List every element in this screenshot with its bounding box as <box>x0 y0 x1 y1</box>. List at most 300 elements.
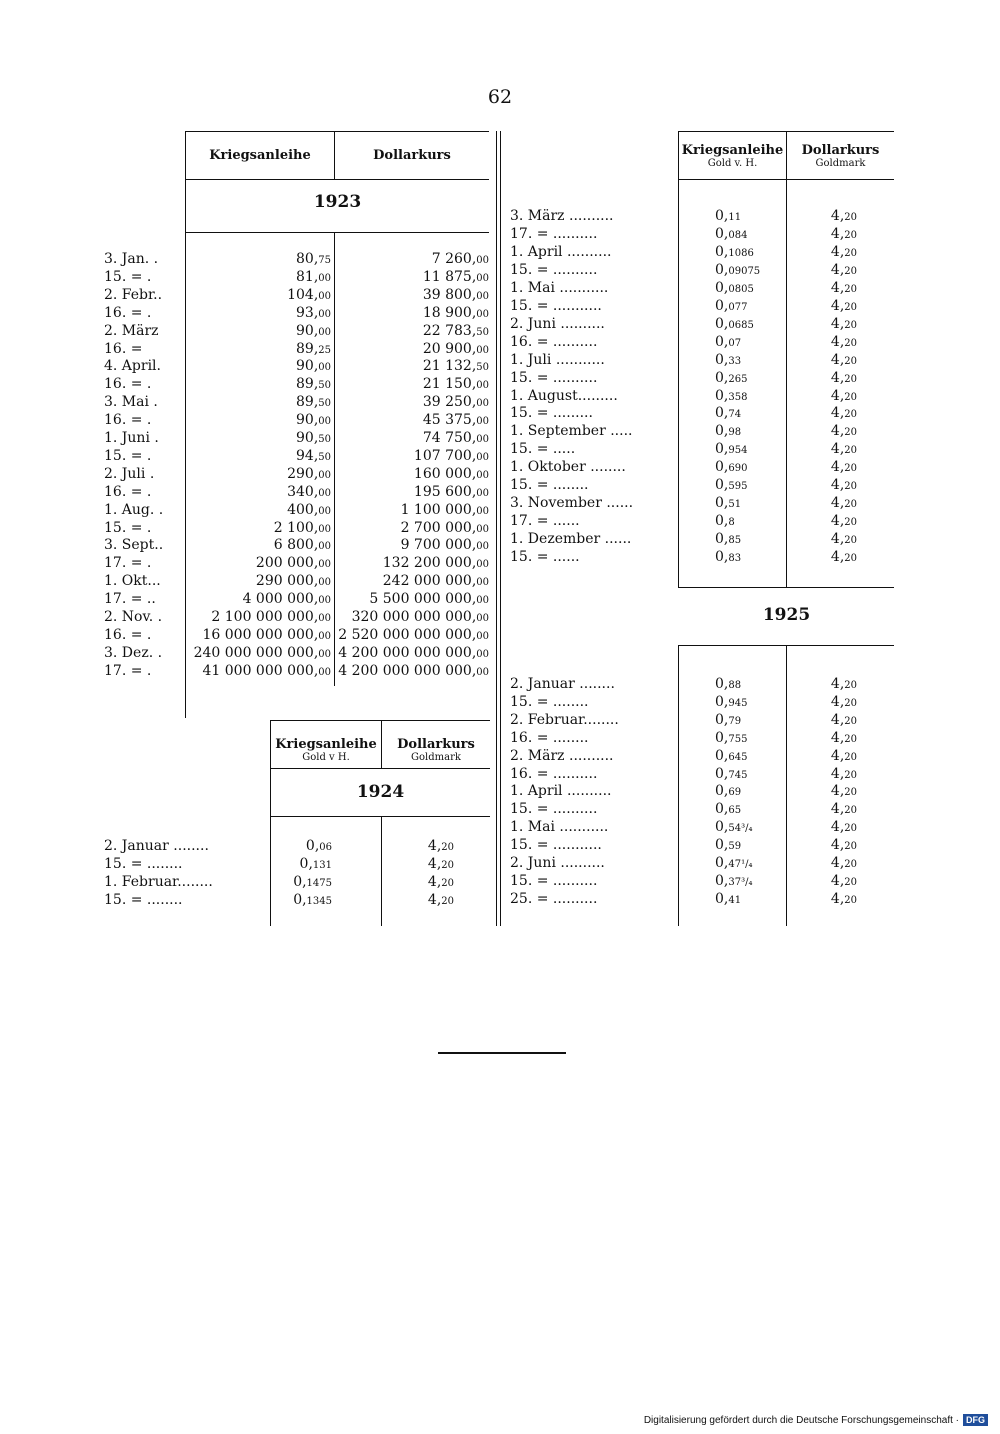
dollarkurs-dec: 20 <box>441 878 454 889</box>
year-heading-1925: 1925 <box>762 605 811 625</box>
row-date-label <box>510 693 670 711</box>
kriegsanleihe-int: 0, <box>715 261 729 278</box>
date-text: 15. = ........ <box>104 892 183 908</box>
kriegsanleihe-dec: 00 <box>318 630 331 642</box>
kriegsanleihe-int: 90, <box>296 358 319 375</box>
dollarkurs-dec: 20 <box>844 247 857 259</box>
dollarkurs-dec: 20 <box>844 553 857 565</box>
dollarkurs-int: 4, <box>830 837 845 854</box>
dollarkurs-int: 4, <box>830 855 845 871</box>
kriegsanleihe-dec: 00 <box>318 648 331 660</box>
date-text: 15. = .......... <box>510 261 598 278</box>
dollarkurs-int: 20 900, <box>422 340 477 357</box>
dollarkurs-dec: 20 <box>844 283 857 295</box>
dollarkurs-int: 195 600, <box>413 483 477 500</box>
table-right-header-rule <box>678 179 894 180</box>
table-row <box>0 440 1000 458</box>
dollarkurs-int: 4, <box>830 261 845 278</box>
table-row <box>0 315 1000 333</box>
date-text: 4. April. <box>104 358 161 375</box>
date-text: 15. = ......... <box>510 405 593 422</box>
row-date-label <box>104 590 182 608</box>
dollarkurs-int: 4, <box>830 459 845 476</box>
date-text: 16. = .......... <box>510 765 598 782</box>
dollarkurs-dec: 20 <box>844 876 857 888</box>
dollarkurs-int: 4, <box>830 387 845 404</box>
year-heading-1923: 1923 <box>313 192 362 212</box>
dollarkurs-dec: 20 <box>844 337 857 349</box>
row-date-label <box>510 765 670 783</box>
kriegsanleihe-dec: 1345 <box>306 896 332 907</box>
kriegsanleihe-int: 0, <box>715 549 729 566</box>
col-header-kriegsanleihe-right-title: Kriegsanleihe <box>681 143 784 158</box>
dollarkurs-dec: 20 <box>844 319 857 331</box>
kriegsanleihe-int: 0, <box>715 711 729 728</box>
col-header-kriegsanleihe-1924a-sub: Gold v H. <box>302 752 350 763</box>
dollarkurs-int: 107 700, <box>413 447 477 464</box>
date-text: 2. Januar ........ <box>510 676 615 692</box>
dollarkurs-dec: 20 <box>844 841 857 853</box>
kriegsanleihe-dec: 1086 <box>728 247 754 259</box>
table-row <box>0 387 1000 405</box>
dollarkurs-dec: 00 <box>476 666 489 678</box>
dollarkurs-int: 4, <box>830 441 845 458</box>
kriegsanleihe-int: 6 800, <box>273 537 319 554</box>
dollarkurs-dec: 20 <box>844 680 857 691</box>
dollarkurs-int: 4, <box>830 765 845 782</box>
date-text: 1. Aug. . <box>104 501 164 518</box>
dollarkurs-int: 4, <box>830 225 845 242</box>
dollarkurs-dec: 20 <box>844 769 857 781</box>
date-text: 3. März .......... <box>510 208 614 224</box>
date-text: 3. Mai . <box>104 394 158 411</box>
table-row <box>0 890 1000 908</box>
kriegsanleihe-int: 81, <box>296 268 319 285</box>
dollarkurs-int: 39 800, <box>422 286 477 303</box>
date-text: 2. Juni .......... <box>510 315 605 332</box>
dollarkurs-int: 320 000 000 000, <box>351 609 477 625</box>
dollarkurs-int: 4, <box>830 333 845 350</box>
date-text: 2. Febr.. <box>104 286 163 303</box>
dollarkurs-dec: 00 <box>476 648 489 660</box>
kriegsanleihe-int: 4 000 000, <box>242 591 319 608</box>
row-date-label <box>510 800 670 818</box>
row-date-label <box>510 261 670 279</box>
date-text: 1. Okt... <box>104 573 161 590</box>
dollarkurs-int: 4, <box>830 549 845 566</box>
dollarkurs-int: 4, <box>830 711 845 728</box>
dollarkurs-int: 2 700 000, <box>400 519 477 536</box>
kriegsanleihe-dec: 00 <box>318 559 331 571</box>
row-date-label <box>510 225 670 243</box>
date-text: 15. = .......... <box>510 872 598 889</box>
kriegsanleihe-dec: 755 <box>728 733 748 745</box>
kriegsanleihe-dec: 50 <box>318 434 331 445</box>
dollarkurs-dec: 20 <box>844 715 857 727</box>
row-date-label <box>104 644 182 662</box>
dollarkurs-dec: 20 <box>844 787 857 799</box>
kriegsanleihe-int: 0, <box>715 477 729 494</box>
dollarkurs-dec: 00 <box>476 272 489 284</box>
date-text: 15. = ........ <box>104 856 183 872</box>
row-date-label <box>510 675 670 693</box>
row-date-label <box>510 818 670 836</box>
dollarkurs-dec: 00 <box>476 505 489 517</box>
kriegsanleihe-int: 0, <box>715 387 729 404</box>
footer-text: Digitalisierung gefördert durch die Deutsche Forschungsgemeinschaft · <box>643 1415 959 1426</box>
col-header-kriegsanleihe-right <box>679 143 786 170</box>
dollarkurs-dec: 00 <box>476 523 489 535</box>
date-text: 1. April .......... <box>510 243 612 260</box>
kriegsanleihe-int: 0, <box>715 225 729 242</box>
kriegsanleihe-int: 0, <box>715 801 729 818</box>
table-row <box>0 836 1000 854</box>
dollarkurs-int: 4, <box>830 208 845 224</box>
dollarkurs-dec: 20 <box>844 212 857 223</box>
kriegsanleihe-dec: 945 <box>728 697 748 709</box>
dollarkurs-dec: 00 <box>476 290 489 302</box>
kriegsanleihe-int: 89, <box>296 376 319 393</box>
date-text: 17. = .......... <box>510 225 598 242</box>
date-text: 1. September ..... <box>510 423 633 440</box>
date-text: 2. März <box>104 322 159 339</box>
page-number: 62 <box>487 86 513 108</box>
dollarkurs-dec: 20 <box>844 697 857 709</box>
kriegsanleihe-dec: 00 <box>318 272 331 284</box>
date-text: 2. März .......... <box>510 747 614 764</box>
dollarkurs-int: 4, <box>830 297 845 314</box>
kriegsanleihe-dec: 37³/₄ <box>728 876 753 888</box>
date-text: 1. April .......... <box>510 783 612 800</box>
dollarkurs-int: 4, <box>830 243 845 260</box>
dollarkurs-int: 4, <box>830 405 845 422</box>
kriegsanleihe-int: 0, <box>715 441 729 458</box>
dollarkurs-int: 4, <box>830 513 845 530</box>
kriegsanleihe-int: 2 100, <box>273 519 319 536</box>
table-row <box>0 800 1000 818</box>
kriegsanleihe-int: 0, <box>715 369 729 386</box>
dollarkurs-dec: 20 <box>844 445 857 457</box>
kriegsanleihe-int: 80, <box>296 251 319 267</box>
kriegsanleihe-dec: 00 <box>318 505 331 517</box>
kriegsanleihe-dec: 954 <box>728 445 748 457</box>
kriegsanleihe-dec: 75 <box>318 255 331 266</box>
dollarkurs-dec: 00 <box>476 541 489 553</box>
dollarkurs-int: 132 200 000, <box>382 555 477 572</box>
kriegsanleihe-int: 0, <box>715 405 729 422</box>
dollarkurs-dec: 00 <box>476 613 489 624</box>
date-text: 16. = <box>104 340 143 357</box>
kriegsanleihe-int: 90, <box>296 322 319 339</box>
dollarkurs-int: 4, <box>427 892 442 908</box>
kriegsanleihe-dec: 00 <box>318 416 331 428</box>
kriegsanleihe-int: 0, <box>715 208 729 224</box>
kriegsanleihe-int: 94, <box>296 447 319 464</box>
kriegsanleihe-int: 0, <box>715 351 729 368</box>
row-date-label <box>510 387 670 405</box>
table-row <box>0 729 1000 747</box>
date-text: 25. = .......... <box>510 890 598 907</box>
row-date-label <box>510 836 670 854</box>
table-row <box>0 747 1000 765</box>
col-header-kriegsanleihe-1924a-title: Kriegsanleihe <box>275 737 377 752</box>
kriegsanleihe-dec: 00 <box>318 523 331 535</box>
dollarkurs-dec: 20 <box>844 373 857 385</box>
row-date-label <box>104 608 182 626</box>
kriegsanleihe-int: 0, <box>715 513 729 530</box>
kriegsanleihe-int: 89, <box>296 394 319 411</box>
dollarkurs-int: 4 200 000 000 000, <box>338 662 477 679</box>
dollarkurs-dec: 00 <box>476 255 489 266</box>
row-date-label <box>510 872 670 890</box>
dollarkurs-int: 1 100 000, <box>400 501 477 518</box>
dollarkurs-int: 4, <box>830 351 845 368</box>
dollarkurs-int: 45 375, <box>422 412 477 429</box>
kriegsanleihe-int: 0, <box>715 890 729 907</box>
kriegsanleihe-int: 0, <box>305 838 320 854</box>
kriegsanleihe-dec: 50 <box>318 398 331 410</box>
dollarkurs-int: 160 000, <box>413 465 477 482</box>
row-date-label <box>510 333 670 351</box>
kriegsanleihe-dec: 25 <box>318 344 331 356</box>
row-date-label <box>510 747 670 765</box>
row-date-label <box>510 315 670 333</box>
kriegsanleihe-dec: 00 <box>318 613 331 624</box>
row-date-label <box>510 476 670 494</box>
date-text: 15. = .......... <box>510 801 598 818</box>
kriegsanleihe-dec: 07 <box>728 337 742 349</box>
dollarkurs-int: 242 000 000, <box>382 573 477 590</box>
kriegsanleihe-dec: 0805 <box>728 283 754 295</box>
kriegsanleihe-int: 0, <box>715 729 729 746</box>
dollarkurs-int: 4, <box>830 279 845 296</box>
kriegsanleihe-int: 104, <box>287 286 319 303</box>
dollarkurs-dec: 00 <box>476 398 489 410</box>
table-row <box>0 261 1000 279</box>
kriegsanleihe-dec: 0685 <box>728 319 754 331</box>
table-1923-top-rule <box>185 131 489 132</box>
kriegsanleihe-int: 93, <box>296 304 319 321</box>
dfg-logo: DFG <box>963 1414 988 1426</box>
col-header-dollarkurs-1923: Dollarkurs <box>373 148 451 163</box>
row-date-label <box>104 626 182 644</box>
date-text: 16. = ........ <box>510 729 589 746</box>
dollarkurs-dec: 20 <box>844 409 857 421</box>
kriegsanleihe-dec: 645 <box>728 751 748 763</box>
dollarkurs-dec: 20 <box>844 535 857 547</box>
kriegsanleihe-dec: 79 <box>728 715 742 727</box>
kriegsanleihe-int: 0, <box>715 819 729 836</box>
date-text: 1. Mai ........... <box>510 819 609 836</box>
date-text: 1. Februar........ <box>104 874 213 890</box>
kriegsanleihe-dec: 595 <box>728 481 748 493</box>
row-date-label <box>510 890 670 908</box>
col-header-dollarkurs-right <box>787 143 894 170</box>
dollarkurs-dec: 00 <box>476 380 489 392</box>
dollarkurs-int: 4, <box>830 783 845 800</box>
kriegsanleihe-int: 0, <box>715 279 729 296</box>
closing-rule <box>438 1052 566 1054</box>
kriegsanleihe-int: 0, <box>299 856 313 872</box>
kriegsanleihe-dec: 09075 <box>728 265 761 277</box>
date-text: 1. August......... <box>510 387 618 404</box>
dollarkurs-int: 21 132, <box>422 358 477 375</box>
row-date-label <box>510 548 670 566</box>
date-text: 2. Juli . <box>104 465 155 482</box>
row-date-label <box>510 494 670 512</box>
table-row <box>0 279 1000 297</box>
kriegsanleihe-int: 0, <box>715 783 729 800</box>
kriegsanleihe-int: 0, <box>715 459 729 476</box>
table-row <box>0 422 1000 440</box>
date-text: 3. Sept.. <box>104 537 164 554</box>
kriegsanleihe-dec: 00 <box>318 326 331 338</box>
date-text: 16. = . <box>104 626 152 643</box>
table-row <box>0 818 1000 836</box>
date-text: 15. = .......... <box>510 369 598 386</box>
kriegsanleihe-int: 0, <box>715 333 729 350</box>
date-text: 17. = . <box>104 555 152 572</box>
kriegsanleihe-dec: 084 <box>728 229 748 241</box>
table-row <box>0 476 1000 494</box>
col-header-kriegsanleihe-right-sub: Gold v. H. <box>707 158 758 169</box>
kriegsanleihe-int: 0, <box>715 531 729 548</box>
date-text: 3. Jan. . <box>104 251 159 267</box>
table-row <box>0 404 1000 422</box>
date-text: 15. = ..... <box>510 441 576 458</box>
date-text: 17. = ...... <box>510 513 580 530</box>
row-date-label <box>510 279 670 297</box>
dollarkurs-dec: 00 <box>476 451 489 463</box>
dollarkurs-int: 74 750, <box>422 430 477 446</box>
kriegsanleihe-int: 0, <box>715 693 729 710</box>
table-row <box>0 854 1000 872</box>
date-text: 16. = .......... <box>510 333 598 350</box>
row-date-label <box>510 729 670 747</box>
kriegsanleihe-dec: 33 <box>728 355 742 367</box>
dollarkurs-int: 2 520 000 000 000, <box>338 626 477 643</box>
kriegsanleihe-dec: 74 <box>728 409 742 421</box>
dollarkurs-int: 4, <box>830 369 845 386</box>
dollarkurs-dec: 20 <box>441 896 454 907</box>
kriegsanleihe-dec: 00 <box>318 362 331 374</box>
dollarkurs-dec: 20 <box>441 860 454 871</box>
row-date-label <box>510 243 670 261</box>
kriegsanleihe-dec: 54³/₄ <box>728 823 753 835</box>
dollarkurs-int: 7 260, <box>431 251 477 267</box>
table-row <box>0 225 1000 243</box>
dollarkurs-int: 4, <box>830 495 845 512</box>
dollarkurs-int: 4 200 000 000 000, <box>338 644 477 661</box>
table-row <box>0 782 1000 800</box>
kriegsanleihe-dec: 8 <box>728 517 735 529</box>
date-text: 2. Juni .......... <box>510 855 605 871</box>
kriegsanleihe-int: 0, <box>715 315 729 332</box>
kriegsanleihe-int: 41 000 000 000, <box>202 662 319 679</box>
dollarkurs-dec: 20 <box>844 823 857 835</box>
date-text: 2. Nov. . <box>104 609 163 625</box>
row-date-label <box>510 512 670 530</box>
kriegsanleihe-dec: 00 <box>318 541 331 553</box>
kriegsanleihe-dec: 06 <box>319 842 332 853</box>
kriegsanleihe-dec: 00 <box>318 577 331 589</box>
date-text: 1. Juli ........... <box>510 351 605 368</box>
dollarkurs-int: 4, <box>427 838 442 854</box>
row-date-label <box>510 404 670 422</box>
kriegsanleihe-int: 2 100 000 000, <box>211 609 319 625</box>
dollarkurs-dec: 20 <box>844 733 857 745</box>
date-text: 2. Januar ........ <box>104 838 209 854</box>
table-row <box>0 458 1000 476</box>
table-row <box>0 548 1000 566</box>
kriegsanleihe-int: 0, <box>715 423 729 440</box>
dollarkurs-dec: 00 <box>476 630 489 642</box>
kriegsanleihe-dec: 51 <box>728 499 742 511</box>
kriegsanleihe-int: 0, <box>293 874 307 890</box>
col-header-kriegsanleihe-1923: Kriegsanleihe <box>209 148 311 163</box>
dollarkurs-dec: 00 <box>476 469 489 481</box>
table-row <box>0 351 1000 369</box>
kriegsanleihe-dec: 00 <box>318 666 331 678</box>
row-date-label <box>510 530 670 548</box>
table-row <box>0 494 1000 512</box>
date-text: 15. = ........ <box>510 477 589 494</box>
table-row <box>0 243 1000 261</box>
kriegsanleihe-value <box>715 548 785 568</box>
col-header-dollarkurs-right-title: Dollarkurs <box>801 143 880 158</box>
dollarkurs-dec: 20 <box>844 301 857 313</box>
dollarkurs-dec: 20 <box>844 481 857 493</box>
date-text: 16. = . <box>104 412 152 429</box>
dollarkurs-int: 4, <box>830 819 845 836</box>
table-row <box>0 693 1000 711</box>
row-date-label <box>510 854 670 872</box>
kriegsanleihe-dec: 690 <box>728 463 748 475</box>
row-date-label <box>510 297 670 315</box>
dollarkurs-dec: 20 <box>844 894 857 906</box>
dollarkurs-dec: 50 <box>476 362 489 374</box>
dollarkurs-dec: 20 <box>844 859 857 870</box>
kriegsanleihe-int: 90, <box>296 412 319 429</box>
dollarkurs-dec: 20 <box>844 265 857 277</box>
kriegsanleihe-dec: 59 <box>728 841 742 853</box>
dollarkurs-dec: 20 <box>441 842 454 853</box>
dollarkurs-dec: 00 <box>476 416 489 428</box>
kriegsanleihe-int: 0, <box>715 765 729 782</box>
table-row <box>0 512 1000 530</box>
kriegsanleihe-int: 90, <box>296 430 319 446</box>
kriegsanleihe-dec: 00 <box>318 487 331 499</box>
kriegsanleihe-int: 0, <box>715 872 729 889</box>
date-text: 16. = . <box>104 483 152 500</box>
dollarkurs-int: 22 783, <box>422 322 477 339</box>
dollarkurs-value <box>787 890 857 910</box>
dollarkurs-int: 11 875, <box>422 268 477 285</box>
kriegsanleihe-dec: 00 <box>318 290 331 302</box>
dollarkurs-int: 4, <box>830 872 845 889</box>
kriegsanleihe-dec: 85 <box>728 535 742 547</box>
kriegsanleihe-int: 0, <box>293 892 307 908</box>
kriegsanleihe-dec: 69 <box>728 787 742 799</box>
dollarkurs-dec: 20 <box>844 229 857 241</box>
date-text: 17. = . <box>104 662 152 679</box>
dollarkurs-dec: 00 <box>476 344 489 356</box>
dollarkurs-dec: 20 <box>844 805 857 817</box>
kriegsanleihe-dec: 077 <box>728 301 748 313</box>
row-date-label <box>510 351 670 369</box>
dollarkurs-dec: 00 <box>476 308 489 320</box>
row-date-label <box>510 440 670 458</box>
